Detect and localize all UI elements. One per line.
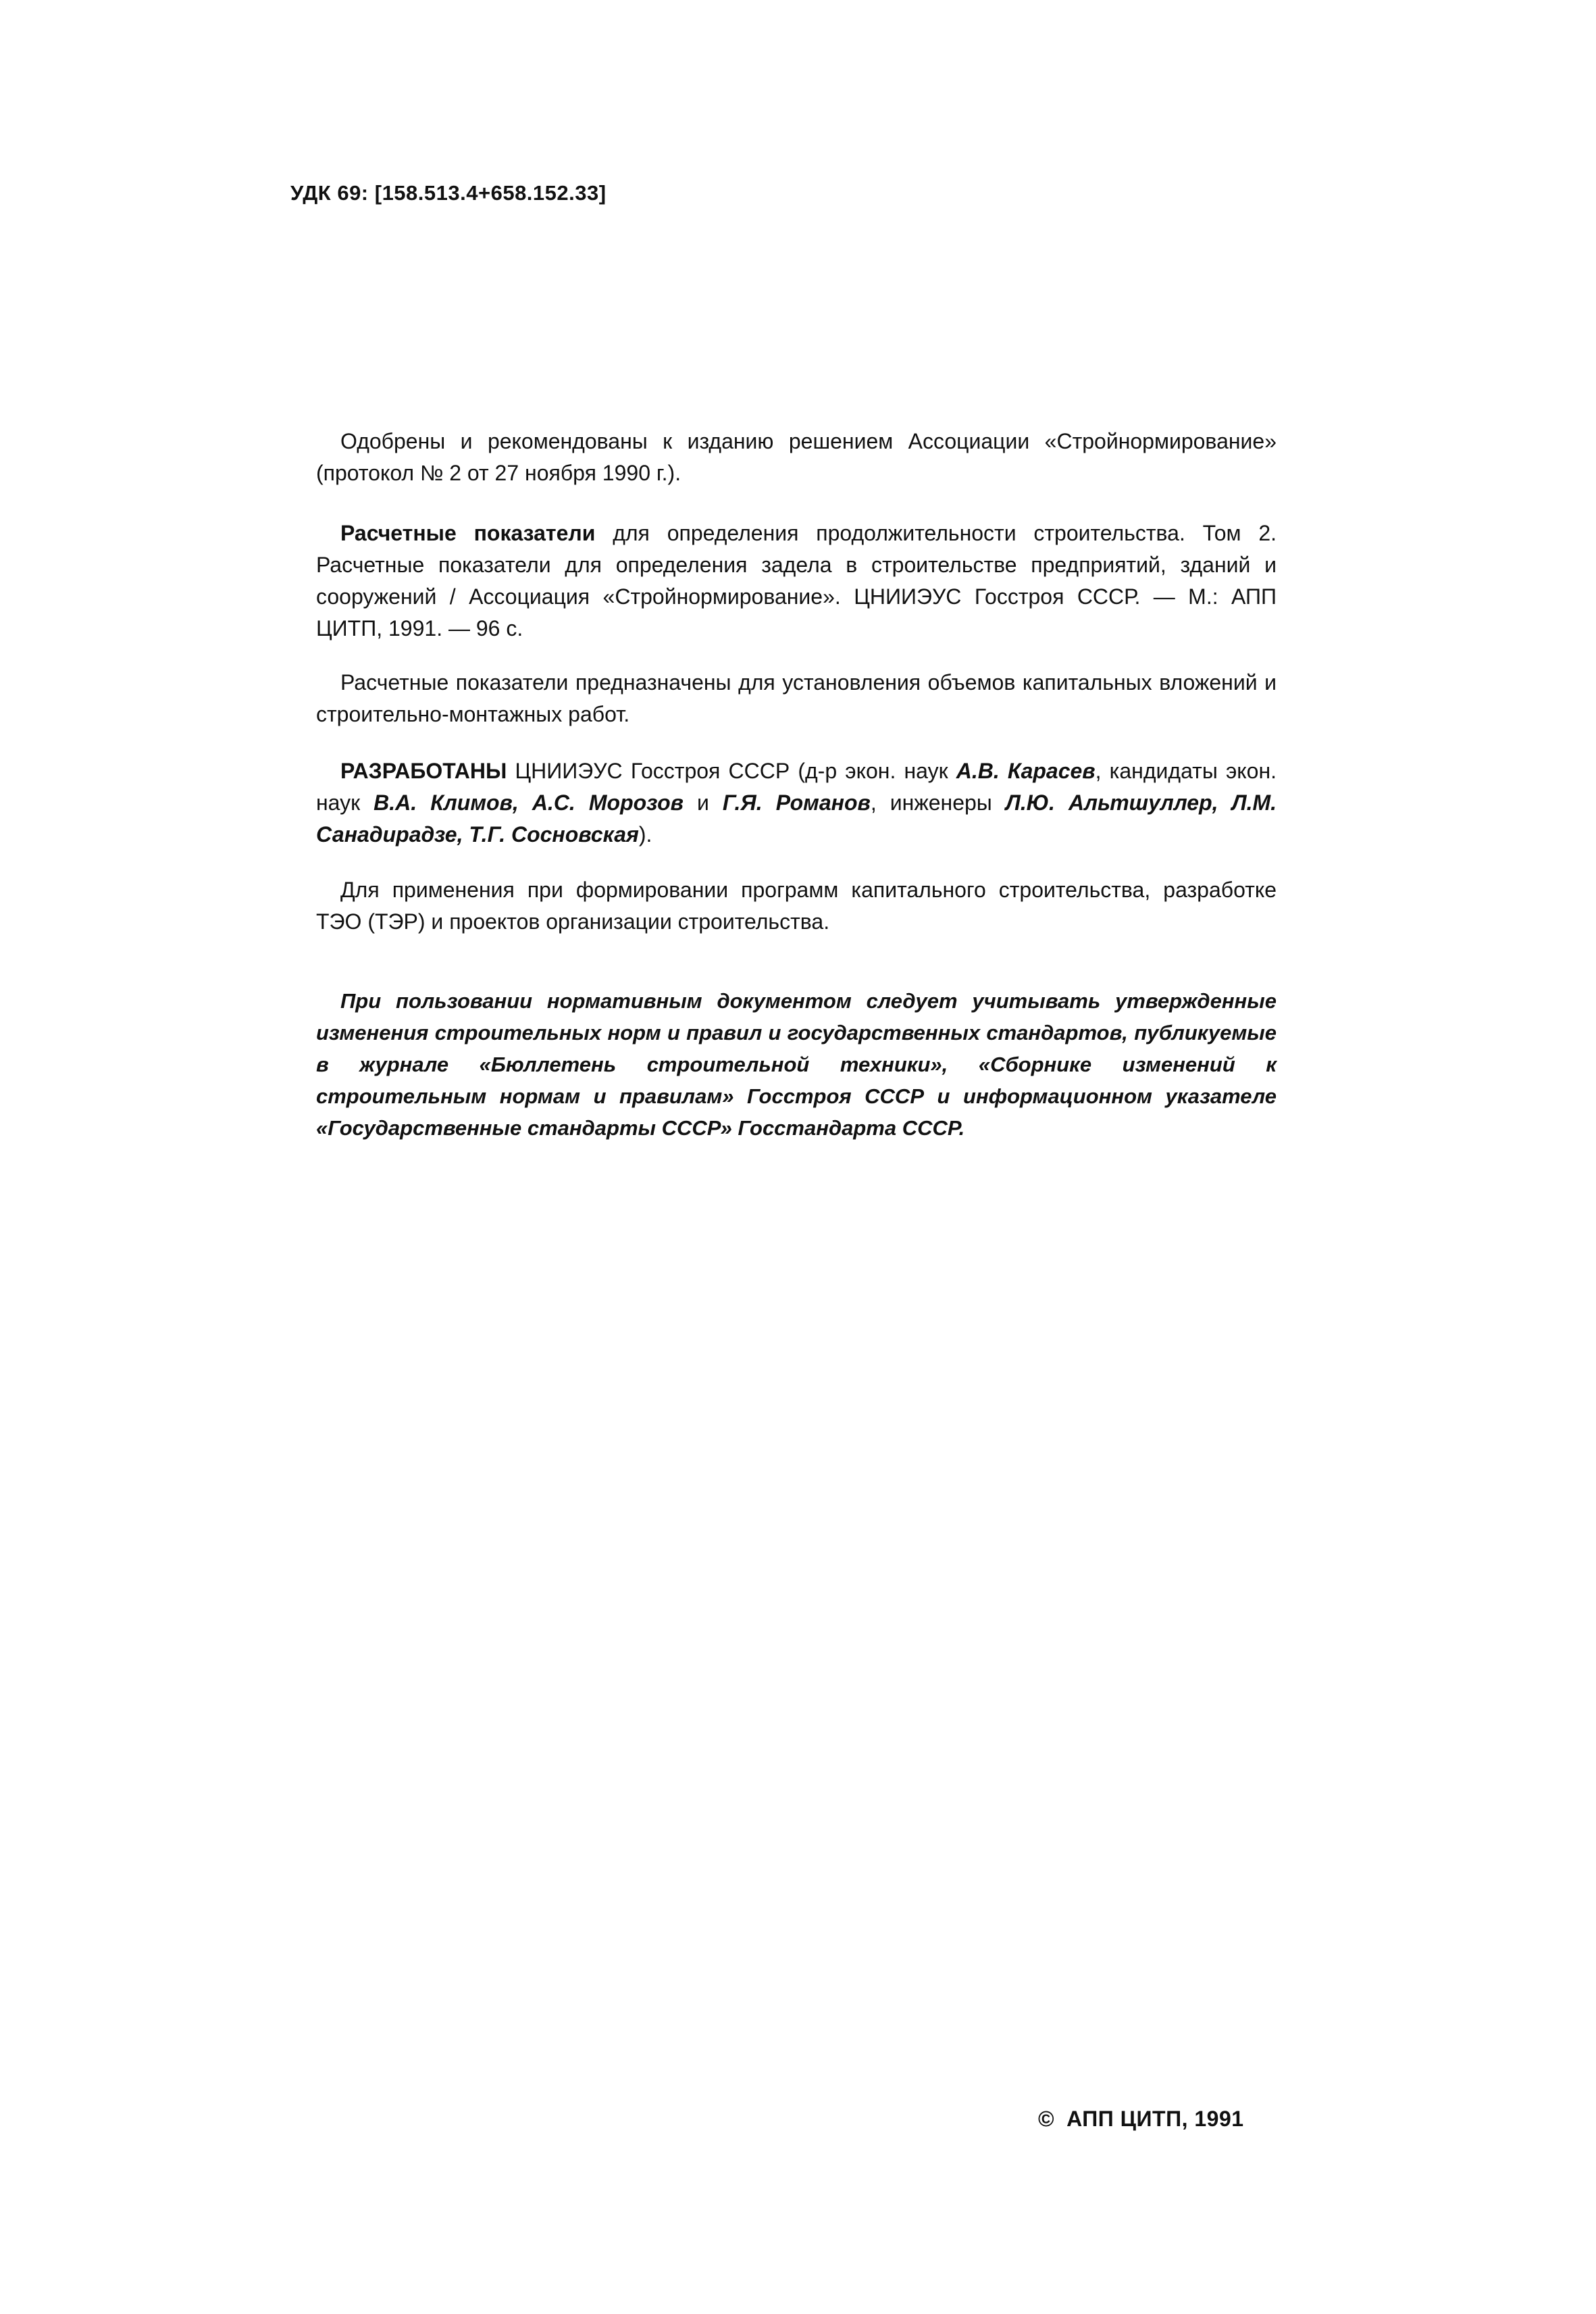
developer-name-1: А.В. Карасев <box>956 759 1096 783</box>
developed-text-2: , кандидаты экон. наук <box>316 759 1277 815</box>
biblio-title-lead: Расчетные показатели <box>340 521 596 545</box>
developer-name-3: Г.Я. Романов <box>722 790 871 815</box>
developed-text-4: , инженеры <box>870 790 1006 815</box>
purpose-paragraph: Расчетные показатели предназначены для установления объемов капитальных вложений и строительно-монтажных работ. <box>316 670 1277 726</box>
developed-text-3: и <box>683 790 723 815</box>
note-paragraph: При пользовании нормативным документом следует учитывать утвержденные изменения строительных норм и правил и государственных стандартов, публикуемые в журнале «Бюллетень строительной техники», «Сборнике изменений к строительным нормам и правилам» Госстроя СССР и информационном указателе «Государственные стандарты СССР» Госстандарта СССР. <box>316 989 1277 1140</box>
developed-text-1: ЦНИИЭУС Госстроя СССР (д-р экон. наук <box>507 759 956 783</box>
usage-paragraph: Для применения при формировании программ капитального строительства, разработке ТЭО (ТЭР) и проектов организации строительства. <box>316 878 1277 934</box>
bibliographic-paragraph <box>316 518 1277 645</box>
developers-paragraph <box>316 755 1277 851</box>
udk-code: УДК 69: [158.513.4+658.152.33] <box>290 181 607 205</box>
developed-label: РАЗРАБОТАНЫ <box>340 759 507 783</box>
copyright-line <box>1038 2107 1244 2132</box>
developed-text-5: ). <box>638 822 652 847</box>
developer-names-4: Л.Ю. Альтшуллер, Л.М. Санадирадзе, Т.Г. Сосновская <box>316 790 1277 847</box>
developer-names-2: В.А. Климов, А.С. Морозов <box>374 790 684 815</box>
copyright-text: АПП ЦИТП, 1991 <box>1066 2107 1244 2131</box>
biblio-description: для определения продолжительности строительства. Том 2. Расчетные показатели для определения задела в строительстве предприятий, зданий и сооружений / Ассоциация «Стройнормирование». ЦНИИЭУС Госстроя СССР. — М.: АПП ЦИТП, 1991. — 96 с. <box>316 521 1277 640</box>
approval-paragraph: Одобрены и рекомендованы к изданию решением Ассоциации «Стройнормирование» (протокол № 2 от 27 ноября 1990 г.). <box>316 429 1277 485</box>
copyright-icon: © <box>1038 2107 1055 2131</box>
